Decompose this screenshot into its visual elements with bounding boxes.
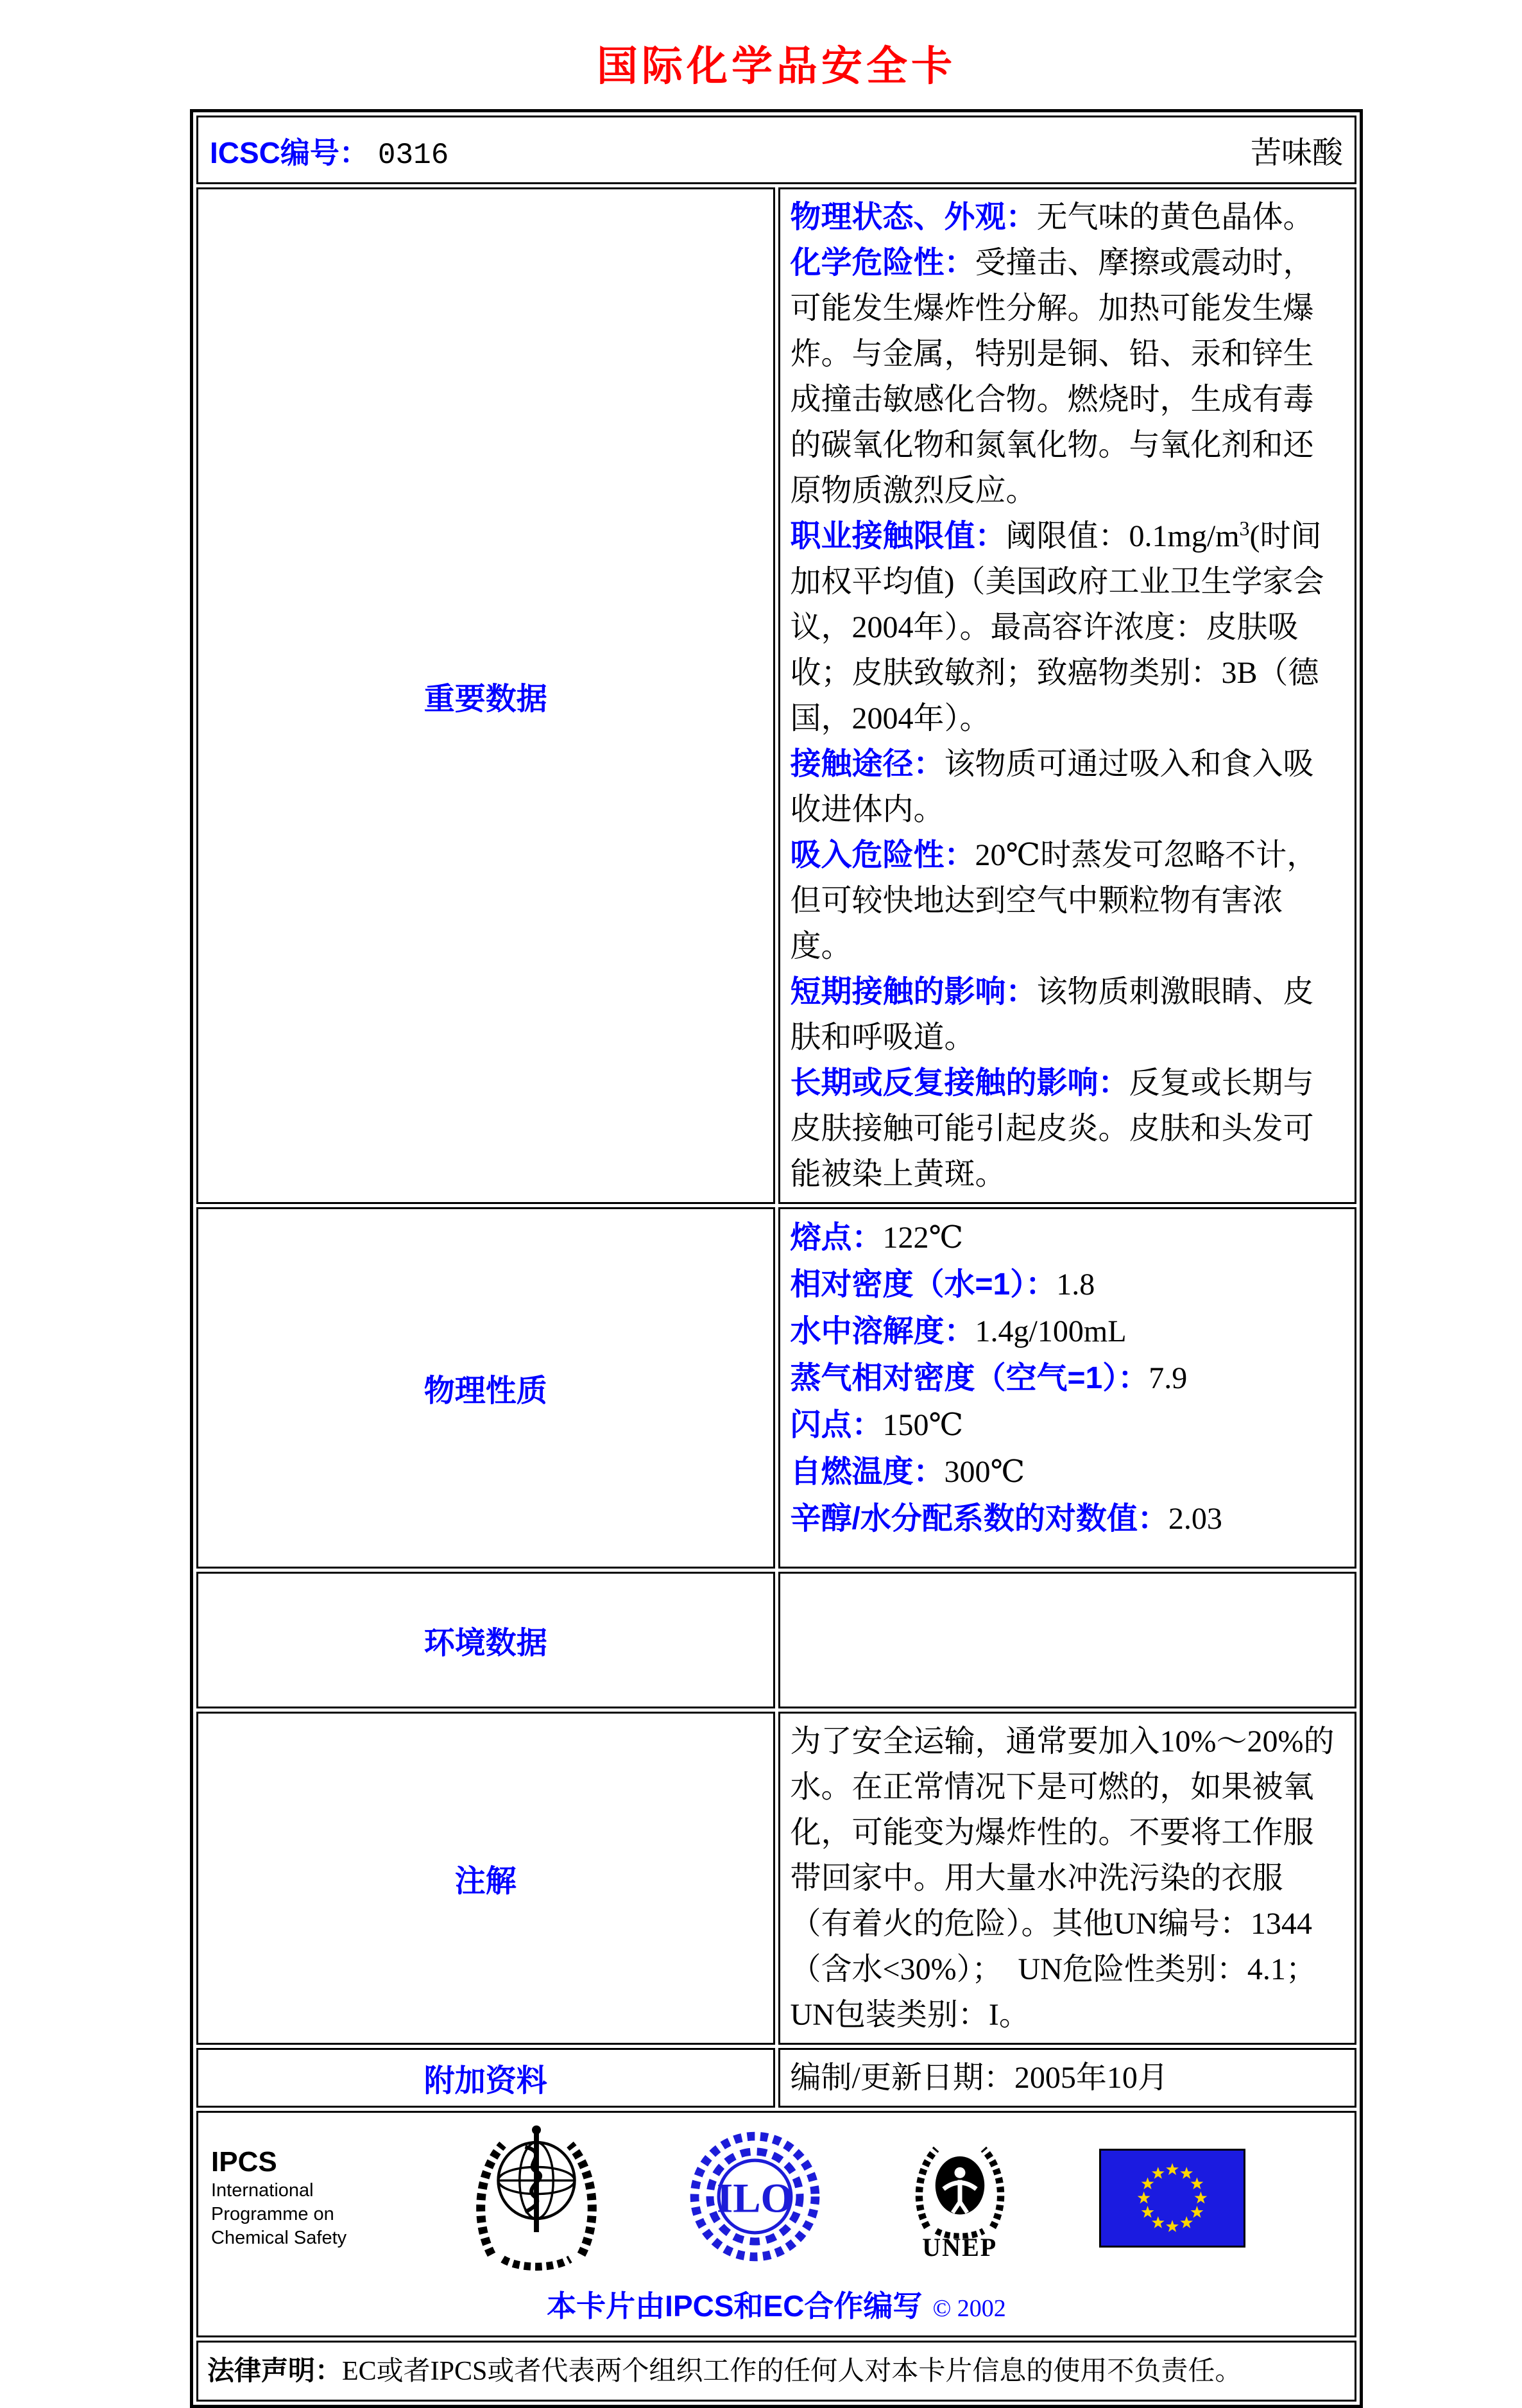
property-label: 自燃温度： xyxy=(790,1455,945,1489)
property-label: 蒸气相对密度（空气=1）： xyxy=(790,1361,1149,1395)
property-value: 2.03 xyxy=(1168,1502,1222,1536)
icsc-number-label: ICSC编号： xyxy=(210,136,369,169)
ilo-letters: ILO xyxy=(716,2174,793,2221)
physical-properties-row xyxy=(196,1207,1356,1569)
logos-row xyxy=(196,2111,1356,2337)
physical-properties-label: 物理性质 xyxy=(196,1207,775,1569)
property-line xyxy=(791,1261,1345,1308)
item-text: 反复或长期与皮肤接触可能引起皮炎。皮肤和头发可能被染上黄斑。 xyxy=(790,1066,1314,1191)
property-line xyxy=(791,1449,1345,1495)
property-line xyxy=(791,1495,1345,1542)
eu-flag-icon xyxy=(1099,2149,1245,2248)
legal-text: EC或者IPCS或者代表两个组织工作的任何人对本卡片信息的使用不负责任。 xyxy=(342,2357,1242,2386)
page-title: 国际化学品安全卡 xyxy=(597,43,956,89)
chemical-name: 苦味酸 xyxy=(1250,136,1343,170)
additional-info-label: 附加资料 xyxy=(196,2048,775,2108)
logos-cell xyxy=(196,2111,1356,2337)
important-item xyxy=(791,240,1345,513)
property-value: 122℃ xyxy=(882,1221,964,1255)
property-value: 7.9 xyxy=(1149,1361,1188,1395)
copyright-text: © 2002 xyxy=(932,2295,1006,2322)
notes-text: 为了安全运输，通常要加入10%～20%的水。在正常情况下是可燃的，如果被氧化，可能变为爆炸性的。不要将工作服带回家中。用大量水冲洗污染的衣服（有着火的危险）。其他UN编号：1344（含水<30%）； UN危险性类别：4.1； UN包装类别：I。 xyxy=(790,1724,1335,2032)
important-item xyxy=(791,832,1345,969)
property-value: 300℃ xyxy=(944,1455,1025,1489)
item-label: 物理状态、外观： xyxy=(790,200,1037,234)
item-text: 该物质刺激眼睛、皮肤和呼吸道。 xyxy=(790,975,1314,1054)
item-text: 阈限值：0.1mg/m xyxy=(1005,519,1240,553)
environment-label: 环境数据 xyxy=(196,1572,775,1708)
property-label: 闪点： xyxy=(790,1408,883,1442)
important-item xyxy=(791,194,1345,240)
superscript: 3 xyxy=(1239,517,1250,540)
ipcs-title: IPCS xyxy=(211,2146,277,2178)
important-item xyxy=(791,513,1345,741)
property-line xyxy=(791,1355,1345,1402)
header-row xyxy=(196,116,1356,184)
unep-wordmark: UNEP xyxy=(922,2232,998,2262)
notes-content xyxy=(778,1712,1357,2045)
legal-cell xyxy=(196,2341,1356,2402)
ipcs-line: International xyxy=(211,2180,314,2201)
item-label: 接触途径： xyxy=(790,747,945,781)
who-logo-icon xyxy=(469,2122,604,2274)
property-value: 1.4g/100mL xyxy=(975,1314,1127,1348)
property-label: 辛醇/水分配系数的对数值： xyxy=(790,1502,1168,1536)
item-label: 化学危险性： xyxy=(790,246,975,280)
property-value: 1.8 xyxy=(1056,1268,1095,1302)
property-line xyxy=(791,1214,1345,1261)
legal-label: 法律声明： xyxy=(207,2355,343,2386)
item-text: (时间加权平均值)（美国政府工业卫生学家会议，2004年）。最高容许浓度：皮肤吸收；皮肤致敏剂；致癌物类别：3B（德国，2004年）。 xyxy=(790,519,1324,735)
environment-content xyxy=(778,1572,1357,1708)
ilo-logo-icon xyxy=(689,2131,821,2266)
important-data-label: 重要数据 xyxy=(196,187,775,1204)
ipcs-line: Programme on xyxy=(211,2204,334,2224)
property-line xyxy=(791,1402,1345,1449)
ipcs-text-block xyxy=(211,2146,384,2250)
important-data-row xyxy=(196,187,1356,1204)
icsc-number xyxy=(210,130,449,172)
ipcs-line: Chemical Safety xyxy=(211,2228,347,2248)
environment-row xyxy=(196,1572,1356,1708)
property-label: 相对密度（水=1）： xyxy=(790,1268,1057,1302)
header-cell xyxy=(196,116,1356,184)
property-value: 150℃ xyxy=(882,1408,964,1442)
physical-properties-content xyxy=(778,1207,1357,1569)
additional-info-content: 编制/更新日期：2005年10月 xyxy=(778,2048,1357,2108)
property-line xyxy=(791,1308,1345,1355)
important-item xyxy=(791,969,1345,1060)
item-label: 长期或反复接触的影响： xyxy=(790,1066,1129,1100)
icsc-card-table xyxy=(190,109,1363,2408)
property-label: 水中溶解度： xyxy=(790,1314,975,1348)
notes-row xyxy=(196,1712,1356,2045)
caption-text: 本卡片由IPCS和EC合作编写 xyxy=(547,2289,923,2323)
unep-logo-icon xyxy=(905,2136,1014,2260)
important-data-content xyxy=(778,187,1357,1204)
important-item xyxy=(791,741,1345,832)
item-label: 短期接触的影响： xyxy=(790,975,1037,1009)
item-label: 吸入危险性： xyxy=(790,838,975,872)
item-text: 受撞击、摩擦或震动时，可能发生爆炸性分解。加热可能发生爆炸。与金属，特别是铜、铅、汞和锌生成撞击敏感化合物。燃烧时，生成有毒的碳氧化物和氮氧化物。与氧化剂和还原物质激烈反应。 xyxy=(790,246,1314,508)
item-text: 该物质可通过吸入和食入吸收进体内。 xyxy=(790,747,1314,827)
additional-info-row xyxy=(196,2048,1356,2108)
notes-label: 注解 xyxy=(196,1712,775,2045)
item-text: 20℃时蒸发可忽略不计，但可较快地达到空气中颗粒物有害浓度。 xyxy=(790,838,1318,963)
icsc-number-value: 0316 xyxy=(377,139,449,172)
important-item xyxy=(791,1060,1345,1197)
item-text: 无气味的黄色晶体。 xyxy=(1036,200,1314,234)
legal-row xyxy=(196,2341,1356,2402)
card-caption xyxy=(211,2283,1342,2325)
item-label: 职业接触限值： xyxy=(790,519,1006,553)
property-label: 熔点： xyxy=(790,1221,883,1255)
